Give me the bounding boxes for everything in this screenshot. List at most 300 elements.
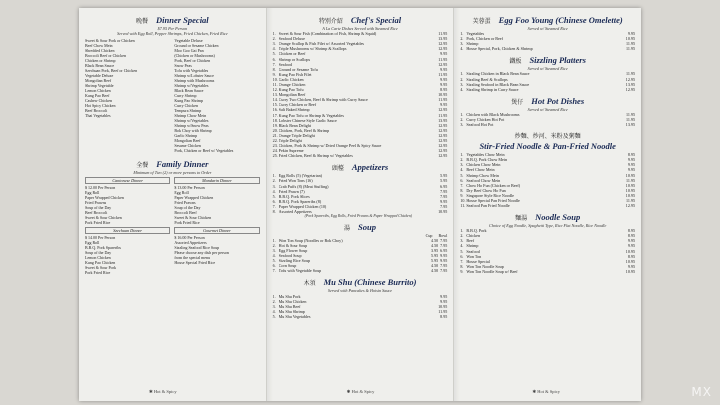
dinner-special-col-1 bbox=[85, 38, 170, 153]
item-name: Sizzling Rice Soup bbox=[278, 258, 311, 264]
item-price: 10.95 bbox=[625, 187, 636, 193]
item-price: 10.95 bbox=[625, 36, 636, 42]
item-price: 5.95 bbox=[431, 258, 439, 264]
section-subtitle: Served w/ Steamed Rice bbox=[527, 106, 568, 112]
family-dinner-heading bbox=[85, 159, 260, 169]
bowl-label: Bowl bbox=[438, 232, 448, 238]
item-number: 2. bbox=[460, 116, 464, 122]
hot-pot-list bbox=[460, 112, 635, 127]
menu-item bbox=[460, 46, 635, 51]
list-item: Black Bean Sauce bbox=[85, 63, 115, 69]
item-name: Chicken with Black Mushrooms bbox=[466, 111, 520, 117]
item-number: 4. bbox=[272, 308, 276, 314]
item-name: Paper Wrapped Chicken (10) bbox=[278, 203, 327, 209]
section-subtitle: A La Carte Dishes Served with Steamed Rice bbox=[322, 26, 398, 31]
hot-spicy-legend: ✱ Hot & Spicy bbox=[149, 389, 177, 394]
item-number: 9. bbox=[460, 192, 464, 198]
mushu-heading bbox=[273, 277, 448, 287]
section-subtitle: $7.95 Per Person bbox=[157, 26, 188, 31]
item-price: 11.95 bbox=[438, 112, 448, 118]
watermark-logo: MX bbox=[691, 385, 712, 399]
item-number: 8. bbox=[460, 187, 464, 193]
list-item: Hot Spicy Chicken bbox=[85, 103, 116, 109]
item-number: 25. bbox=[272, 153, 278, 159]
item-price-bowl: 9.95 bbox=[440, 253, 448, 259]
item-number: 4. bbox=[272, 253, 276, 259]
item-price-bowl: 6.95 bbox=[440, 248, 448, 253]
combo-item: Pork Fried Rice bbox=[85, 270, 111, 276]
noodle-soup-heading bbox=[460, 212, 635, 222]
item-price-bowl: 7.95 bbox=[440, 263, 448, 269]
item-price: 12.95 bbox=[438, 127, 448, 133]
item-number: 9. bbox=[460, 268, 464, 274]
section-title-zh: 木須 bbox=[303, 280, 316, 288]
list-item: Sesame Chicken bbox=[174, 143, 201, 149]
item-price: 12.95 bbox=[625, 86, 636, 92]
section-note: Served with Egg Roll, Pepper Shrimps, Fried Chicken, Fried Rice bbox=[117, 31, 228, 37]
item-price: 3.95 bbox=[431, 248, 439, 253]
item-price: 13.95 bbox=[625, 122, 636, 128]
item-price: 10.95 bbox=[625, 258, 636, 264]
combo-item: Sweet & Sour Chicken bbox=[85, 215, 122, 221]
menu-item bbox=[460, 87, 635, 92]
item-name: Lobster Chinese Style Garlic Sauce bbox=[278, 117, 337, 123]
combo-item: Beef Broccoli bbox=[85, 210, 108, 216]
item-name: Won Ton Noodle Soup bbox=[466, 263, 504, 269]
item-number: 16. bbox=[272, 107, 278, 113]
item-price: 12.95 bbox=[438, 107, 448, 113]
item-price: 6.95 bbox=[440, 183, 448, 189]
menu-panel-right bbox=[454, 8, 641, 401]
item-price: 13.95 bbox=[438, 117, 448, 123]
item-name: Mu Shu Beef bbox=[278, 303, 301, 309]
item-number: 9. bbox=[272, 71, 276, 77]
item-number: 7. bbox=[272, 61, 276, 67]
list-item: Shrimp w/Vegetables bbox=[174, 83, 209, 89]
section-title-zh: 特別介紹 bbox=[318, 18, 343, 25]
combo-price: $ 14.00 Per Person bbox=[85, 235, 116, 241]
item-name: House Special Pan Fried Noodle bbox=[466, 197, 520, 203]
item-number: 11. bbox=[272, 81, 278, 87]
item-name: Sizzling Beef & Scallops bbox=[466, 76, 508, 82]
combo-item: from the special menu bbox=[174, 255, 210, 261]
combo-item: Soup of the Day bbox=[85, 250, 112, 256]
item-name: Kung Pao Fish Filet bbox=[278, 71, 312, 77]
item-name: Beef Chow Mein bbox=[466, 167, 495, 173]
gourmet-dinner bbox=[174, 225, 259, 275]
list-item: Shrimp w/Vegetables bbox=[174, 118, 209, 124]
item-name: B.B.Q. Pork Chow Mein bbox=[466, 157, 508, 163]
item-name: Sizzling Seafood in Black Bean Sauce bbox=[466, 81, 530, 87]
item-price: 12.95 bbox=[625, 203, 636, 209]
dinner-special-heading bbox=[85, 15, 260, 25]
list-item: Lemon Chicken bbox=[85, 88, 111, 94]
section-title: Family Dinner bbox=[156, 159, 209, 170]
combo-item: Broccoli Beef bbox=[174, 210, 197, 216]
hot-spicy-legend: ✱ Hot & Spicy bbox=[532, 389, 560, 394]
menu-item bbox=[273, 153, 448, 158]
combo-item: Egg Roll bbox=[174, 190, 189, 196]
item-number: 6. bbox=[460, 177, 464, 183]
combo-label: Szechuan Dinner bbox=[85, 227, 170, 234]
list-item: Moo Goo Gai Pan bbox=[174, 48, 204, 54]
section-title: Noodle Soup bbox=[535, 212, 581, 223]
egg-foo-young-list bbox=[460, 31, 635, 51]
item-number: 14. bbox=[272, 97, 278, 103]
item-price: 4.50 bbox=[431, 268, 439, 274]
item-number: 1. bbox=[272, 31, 276, 37]
list-item: Pork, Beef or Chicken bbox=[174, 58, 211, 64]
item-price: 12.95 bbox=[438, 148, 448, 154]
section-title-zh: 芙蓉蛋 bbox=[472, 18, 491, 25]
item-number: 1. bbox=[272, 237, 276, 243]
item-price: 9.95 bbox=[627, 243, 636, 249]
item-price: 10.95 bbox=[438, 92, 448, 98]
item-price: 10.95 bbox=[625, 192, 636, 198]
list-item: Broccoli Beef or Chicken bbox=[85, 53, 126, 59]
item-number: 2. bbox=[460, 157, 464, 163]
item-name: B.B.Q. Pork Spareribs (8) bbox=[278, 198, 322, 204]
section-title-zh: 炒麵、炒河、米粉及粥麵 bbox=[514, 133, 581, 141]
section-title: Soup bbox=[358, 221, 376, 232]
item-price: 11.95 bbox=[625, 41, 636, 47]
item-price: 8.95 bbox=[627, 233, 636, 239]
item-number: 20. bbox=[272, 127, 278, 133]
item-price: 12.95 bbox=[438, 61, 448, 67]
item-name: Seafood bbox=[466, 248, 480, 254]
item-price: 4.50 bbox=[431, 263, 439, 269]
assorted-note: (Pork Spareribs, Egg Rolls, Fried Prawns & Paper Wrapped Chicken) bbox=[304, 214, 412, 219]
list-item: Beef Broccoli bbox=[85, 108, 108, 114]
list-item: Cashew Chicken bbox=[85, 98, 112, 104]
item-name: Tofu with Vegetable Soup bbox=[278, 268, 322, 274]
item-price: 11.95 bbox=[438, 56, 448, 62]
item-number: 3. bbox=[272, 248, 276, 253]
menu-panel-middle bbox=[267, 8, 455, 401]
item-price: 10.95 bbox=[625, 268, 636, 274]
list-item: Tofu with Vegetables bbox=[174, 68, 209, 74]
item-name: Corn Soup bbox=[278, 263, 297, 269]
item-price: 9.95 bbox=[627, 31, 636, 37]
item-price: 4.50 bbox=[431, 242, 439, 248]
list-item: Shredded Chicken bbox=[85, 48, 115, 54]
item-number: 2. bbox=[460, 36, 464, 42]
section-title: Hot Pot Dishes bbox=[531, 95, 585, 106]
list-item: Snow Peas bbox=[174, 63, 192, 69]
item-name: Seafood Soup bbox=[278, 253, 302, 259]
item-price: 7.95 bbox=[440, 188, 448, 194]
list-item: Shrimp Chow Mein bbox=[174, 113, 207, 119]
item-name: Ground or Sesame Tofu bbox=[278, 66, 318, 72]
item-number: 4. bbox=[460, 167, 464, 173]
section-title: Mu Shu (Chinese Burrito) bbox=[323, 277, 417, 288]
combo-item: Soup of the Day bbox=[85, 205, 112, 211]
item-price: 13.95 bbox=[438, 36, 448, 42]
item-price: 5.95 bbox=[440, 173, 448, 179]
item-name: Orange Chicken bbox=[278, 81, 306, 87]
item-name: Won Ton Soup (Noodles or Bok Choy) bbox=[278, 237, 343, 243]
noodle-heading bbox=[460, 131, 635, 140]
item-price: 12.95 bbox=[438, 153, 448, 159]
item-price: 9.95 bbox=[440, 298, 448, 304]
list-item: Beef Chow Mein bbox=[85, 43, 113, 49]
item-price: 9.95 bbox=[440, 102, 448, 108]
item-price: 5.95 bbox=[440, 178, 448, 184]
item-name: Triple Mushrooms w/ Shrimp & Scallops bbox=[278, 46, 347, 52]
item-price: 12.95 bbox=[438, 132, 448, 138]
combo-item: Sweet & Sour Pork bbox=[85, 265, 116, 271]
item-price: 10.95 bbox=[625, 248, 636, 254]
item-name: Mu Shu Chicken bbox=[278, 298, 307, 304]
list-item: Bok Choy with Shrimp bbox=[174, 128, 212, 134]
item-name: Assorted Appetizers bbox=[278, 209, 312, 215]
section-title: Chef's Special bbox=[350, 15, 402, 25]
combo-label: Mandarin Dinner bbox=[174, 177, 259, 184]
item-number: 2. bbox=[460, 76, 464, 82]
item-number: 7. bbox=[272, 268, 276, 274]
item-name: Seafood Pan Fried Noodle bbox=[466, 203, 510, 209]
item-name: Black Bean Delight bbox=[278, 122, 311, 128]
section-title: Sizzling Platters bbox=[529, 55, 586, 66]
item-name: Won Ton bbox=[466, 253, 482, 259]
combo-price: $ 13.00 Per Person bbox=[174, 185, 205, 191]
item-name: Seafood Hot Pot bbox=[466, 122, 494, 128]
item-price: 13.95 bbox=[625, 81, 636, 87]
item-name: Won Ton Noodle Soup w/ Beef bbox=[466, 268, 518, 274]
mushu-list bbox=[273, 294, 448, 319]
item-name: B.B.Q. Pork bbox=[466, 228, 487, 234]
item-name: Sizzling Shrimp in Curry Sauce bbox=[466, 86, 519, 92]
item-number: 8. bbox=[460, 263, 464, 269]
section-title-zh: 鐵板 bbox=[509, 58, 522, 66]
item-number: 1. bbox=[460, 228, 464, 234]
item-name: Hot & Sour Soup bbox=[278, 242, 308, 248]
menu-panel-left bbox=[79, 8, 267, 401]
item-price: 9.95 bbox=[440, 66, 448, 72]
item-price: 12.95 bbox=[438, 46, 448, 52]
item-price: 11.95 bbox=[625, 46, 636, 52]
item-number: 3. bbox=[460, 162, 464, 168]
item-name: Beef bbox=[466, 238, 475, 244]
combo-item: Sweet & Sour Chicken bbox=[174, 215, 212, 221]
item-name: Vegetables bbox=[466, 31, 485, 37]
item-number: 13. bbox=[272, 92, 278, 98]
item-price: 11.95 bbox=[438, 71, 448, 77]
item-price: 11.95 bbox=[625, 116, 636, 122]
combo-item: Paper Wrapped Chicken bbox=[174, 195, 214, 201]
item-number: 7. bbox=[460, 182, 464, 188]
dinner-special-columns bbox=[85, 38, 260, 153]
item-price: 9.95 bbox=[627, 238, 636, 244]
item-number: 3. bbox=[460, 238, 464, 244]
item-name: Crab Puffs (8) (Meat Stuffing) bbox=[278, 183, 329, 189]
menu-item bbox=[460, 203, 635, 208]
soup-heading bbox=[273, 222, 448, 232]
szechuan-dinner bbox=[85, 225, 170, 275]
item-price: 12.95 bbox=[438, 143, 448, 149]
family-dinner-row-1 bbox=[85, 175, 260, 225]
cup-label: Cup bbox=[425, 232, 433, 238]
item-name: Fried Prawn (7) bbox=[278, 188, 305, 194]
item-number: 6. bbox=[272, 198, 276, 204]
item-price: 11.95 bbox=[438, 31, 448, 37]
item-price: 11.95 bbox=[625, 111, 636, 117]
item-number: 21. bbox=[272, 132, 278, 138]
item-number: 10. bbox=[460, 197, 466, 203]
item-price: 9.95 bbox=[627, 157, 636, 163]
item-number: 24. bbox=[272, 148, 278, 154]
item-price: 12.95 bbox=[625, 76, 636, 82]
item-number: 3. bbox=[460, 81, 464, 87]
item-name: Seafood bbox=[278, 61, 293, 67]
item-name: Curry Chicken Hot Pot bbox=[466, 116, 505, 122]
list-item: (Chicken or Mushrooms) bbox=[174, 53, 215, 59]
item-price-bowl: 7.95 bbox=[440, 242, 448, 248]
combo-item: Egg Roll bbox=[85, 190, 100, 196]
item-number: 17. bbox=[272, 112, 278, 118]
item-name: Dry Beef Chow Ho Fun bbox=[466, 187, 506, 193]
list-item: Garlic Shrimp bbox=[174, 133, 198, 139]
item-number: 12. bbox=[272, 87, 278, 93]
item-number: 4. bbox=[460, 86, 464, 92]
combo-item: Fried Prawns bbox=[85, 200, 107, 206]
item-price: 5.95 bbox=[431, 253, 439, 259]
item-number: 3. bbox=[272, 41, 276, 47]
list-item: Shrimp with Mushrooms bbox=[174, 78, 215, 84]
combo-price: $ 12.00 Per Person bbox=[85, 185, 116, 191]
item-price: 9.95 bbox=[627, 162, 636, 168]
item-price: 8.95 bbox=[440, 87, 448, 93]
sizzling-heading bbox=[460, 55, 635, 65]
item-name: Chicken, Pork, Beef & Shrimp bbox=[278, 127, 330, 133]
item-name: Mongolian Beef bbox=[278, 92, 306, 98]
item-name: House Special bbox=[466, 258, 490, 264]
item-name: Chicken or Beef bbox=[278, 51, 306, 57]
item-number: 19. bbox=[272, 122, 278, 128]
list-item: Vegetable Deluxe bbox=[85, 73, 114, 79]
item-price: 9.95 bbox=[440, 51, 448, 57]
list-item: Kung Pao Beef bbox=[85, 93, 110, 99]
list-item: Shrimp w/Lobster Sauce bbox=[174, 73, 214, 79]
combo-item: Fried Prawns bbox=[174, 200, 196, 206]
section-title: Stir-Fried Noodle & Pan-Fried Noodle bbox=[479, 141, 616, 152]
item-price: 8.95 bbox=[627, 152, 636, 158]
list-item: Kung Pao Shrimp bbox=[174, 98, 204, 104]
list-item: Tempura Shrimp bbox=[174, 108, 202, 114]
combo-item: Sizzling Seafood Rice Soup bbox=[174, 245, 220, 251]
list-item: Szechuan Pork, Beef or Chicken bbox=[85, 68, 138, 74]
item-name: Vegetables Chow Mein bbox=[466, 152, 505, 158]
item-price: 10.95 bbox=[625, 182, 636, 188]
item-price: 8.95 bbox=[627, 228, 636, 234]
item-number: 2. bbox=[272, 178, 276, 184]
item-name: Shrimp bbox=[466, 243, 479, 249]
item-price: 8.95 bbox=[627, 253, 636, 259]
item-number: 2. bbox=[272, 298, 276, 304]
item-name: Egg Flower Soup bbox=[278, 248, 308, 253]
item-number: 18. bbox=[272, 117, 278, 123]
chef-special-heading bbox=[273, 15, 448, 25]
list-item: Ground or Sesame Chicken bbox=[174, 43, 219, 49]
section-title: Dinner Special bbox=[156, 15, 209, 25]
item-number: 5. bbox=[272, 193, 276, 199]
item-price: 7.95 bbox=[440, 193, 448, 199]
item-name: Pekin Supreme bbox=[278, 148, 304, 154]
noodle-list bbox=[460, 152, 635, 208]
list-item: Pork, Chicken or Beef w/ Vegetables bbox=[174, 148, 234, 154]
sizzling-list bbox=[460, 71, 635, 91]
item-number: 8. bbox=[272, 66, 276, 72]
item-number: 3. bbox=[460, 41, 464, 47]
item-name: Shrimp or Scallops bbox=[278, 56, 311, 62]
section-title: Egg Foo Young (Chinese Omelette) bbox=[498, 15, 623, 25]
menu-item bbox=[460, 122, 635, 127]
item-price: 8.95 bbox=[440, 313, 448, 319]
item-price: 9.95 bbox=[627, 263, 636, 269]
item-price-bowl: 9.95 bbox=[440, 258, 448, 264]
item-name: Garlic Chicken bbox=[278, 76, 304, 82]
item-price: 10.95 bbox=[625, 172, 636, 178]
item-name: Seafood Chow Mein bbox=[466, 177, 501, 183]
combo-label: Gourmet Dinner bbox=[174, 227, 259, 234]
combo-item: B.B.Q. Pork Spareribs bbox=[85, 245, 121, 251]
section-subtitle: Served with Pancakes & Hoisin Sauce bbox=[327, 288, 393, 294]
item-number: 3. bbox=[272, 183, 276, 189]
hot-spicy-legend: ✱ Hot & Spicy bbox=[346, 389, 375, 394]
item-price: 9.95 bbox=[440, 293, 448, 299]
list-item: Thai Vegetables bbox=[85, 113, 111, 119]
item-price-bowl: 7.95 bbox=[440, 268, 448, 274]
item-name: Shrimp Chow Mein bbox=[466, 172, 499, 178]
menu-item bbox=[273, 314, 448, 319]
item-number: 23. bbox=[272, 143, 278, 149]
item-name: Orange Scallop & Fish Filet w/ Assorted Vegetables bbox=[278, 41, 364, 47]
combo-item: Paper Wrapped Chicken bbox=[85, 195, 124, 201]
item-price: 11.95 bbox=[625, 177, 636, 183]
item-number: 3. bbox=[272, 303, 276, 309]
section-title-zh: 全餐 bbox=[136, 162, 149, 170]
item-name: Curry Two Chicken, Beef & Shrimp with Curry Sauce bbox=[278, 97, 368, 103]
item-name: Orange Triple Delight bbox=[278, 132, 315, 138]
family-dinner-row-2 bbox=[85, 225, 260, 275]
hot-pot-heading bbox=[460, 96, 635, 106]
section-subtitle: Choice of Egg Noodle, Spaghetti Type, Rice Flat Noodle, Rice Noodle bbox=[489, 223, 607, 229]
item-price: 10.95 bbox=[438, 303, 448, 309]
list-item: Vegetable Deluxe bbox=[174, 38, 203, 44]
list-item: Chicken or Shrimp bbox=[85, 58, 116, 64]
item-price: 12.95 bbox=[438, 122, 448, 128]
combo-item: Kung Pao Chicken bbox=[85, 260, 116, 266]
item-number: 5. bbox=[460, 248, 464, 254]
chef-special-list bbox=[273, 31, 448, 158]
item-name: Chow Ho Fun (Chicken or Beef) bbox=[466, 182, 521, 188]
menu-item bbox=[273, 268, 448, 273]
item-number: 5. bbox=[272, 313, 276, 319]
item-name: Mu Shu Vegetables bbox=[278, 313, 311, 319]
dinner-special-col-2 bbox=[174, 38, 259, 153]
combo-item: Assorted Appetizers bbox=[174, 240, 207, 246]
item-name: Chicken Chow Mein bbox=[466, 162, 501, 168]
combo-item: Pork Fried Rice bbox=[85, 220, 111, 226]
item-number: 2. bbox=[272, 242, 276, 248]
item-price: 4.50 bbox=[431, 237, 439, 243]
menu-sheet bbox=[79, 8, 641, 401]
noodle-soup-list bbox=[460, 228, 635, 274]
list-item: Mongolian Beef bbox=[85, 78, 112, 84]
section-subtitle: Minimum of Two (2) or more persons to Order bbox=[133, 170, 212, 176]
list-item: Black Bean Sauce bbox=[174, 88, 204, 94]
section-title-zh: 晚餐 bbox=[136, 18, 149, 25]
